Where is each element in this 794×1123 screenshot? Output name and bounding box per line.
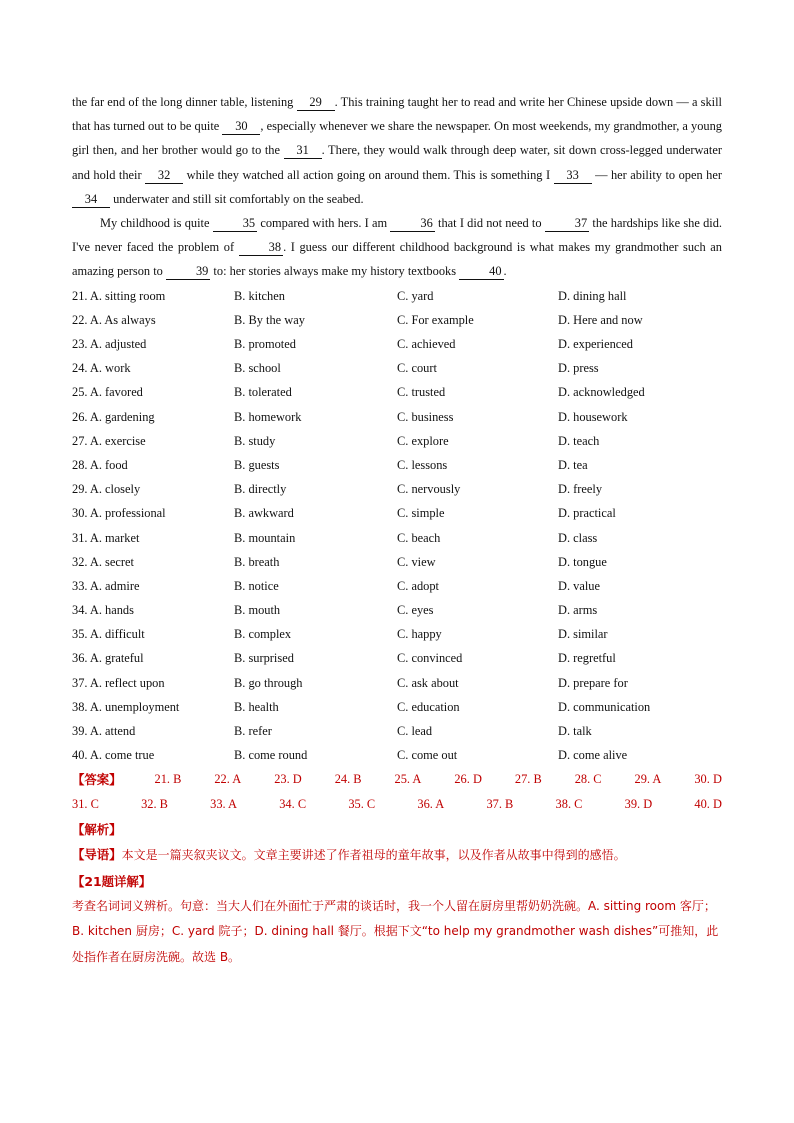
option-choice: 31. A. market	[72, 530, 140, 545]
option-choice: B. notice	[234, 578, 279, 593]
q21-label: 【21题详解】	[72, 873, 152, 889]
guide-text: 本文是一篇夹叙夹议文。文章主要讲述了作者祖母的童年故事，以及作者从故事中得到的感悟。	[121, 848, 626, 863]
blank-40: 40	[459, 264, 503, 280]
option-choice: 40. A. come true	[72, 748, 155, 763]
option-choice: C. nervously	[397, 482, 461, 497]
option-choice: 36. A. grateful	[72, 651, 144, 666]
answer-item: 39. D	[624, 797, 653, 812]
option-choice: B. awkward	[234, 506, 294, 521]
option-choice: B. come round	[234, 748, 308, 763]
option-choice: C. view	[397, 554, 436, 569]
answer-item: 31. C	[72, 797, 99, 812]
option-choice: C. court	[397, 361, 437, 376]
answer-item: 25. A	[394, 772, 422, 787]
passage-paragraph-1	[72, 90, 722, 211]
option-choice: B. kitchen	[234, 288, 285, 303]
passage-text: , especially whenever we share the newspaper. On most weekends, my grandmother, a young girl then, and her brother would go to the	[72, 119, 722, 158]
option-choice: D. talk	[558, 724, 592, 738]
option-choice: C. achieved	[397, 337, 456, 351]
option-row	[72, 598, 722, 622]
option-choice: 26. A. gardening	[72, 409, 155, 424]
option-choice: D. teach	[558, 433, 600, 448]
option-row	[72, 719, 722, 743]
blank-36: 36	[390, 216, 434, 232]
passage-text: the hardships like she did. I've never faced the problem of	[72, 216, 722, 255]
option-choice: C. explore	[397, 433, 449, 448]
option-choice: 28. A. food	[72, 457, 128, 472]
passage-text: . This training taught her to read and write her Chinese upside down — a skill that has turned out to be quite	[72, 95, 723, 134]
option-choice: 30. A. professional	[72, 506, 166, 521]
option-choice: C. business	[397, 409, 454, 424]
blank-34: 34	[72, 192, 110, 208]
passage-text: underwater and still sit comfortably on the seabed.	[110, 191, 364, 206]
option-choice: C. happy	[397, 627, 442, 642]
answer-item: 33. A	[210, 797, 238, 812]
passage-text: — her ability to open her	[591, 167, 722, 182]
option-choice: 27. A. exercise	[72, 433, 146, 448]
blank-38: 38	[239, 240, 283, 256]
option-row	[72, 356, 722, 380]
option-choice: D. regretful	[558, 651, 616, 666]
option-choice: D. press	[558, 361, 599, 376]
option-row	[72, 405, 722, 429]
document-page	[72, 90, 722, 970]
passage-text: My childhood is quite	[100, 216, 213, 231]
option-choice: C. trusted	[397, 385, 446, 400]
option-row	[72, 453, 722, 477]
blank-37: 37	[545, 216, 589, 232]
option-choice: B. directly	[234, 482, 287, 497]
guide-label: 【导语】	[72, 847, 122, 863]
option-row	[72, 743, 722, 767]
q21-text: 考查名词词义辨析。句意：当大人们在外面忙于严肃的谈话时，我一个人留在厨房里帮奶奶洗碗。A. sitting room 客厅；B. kitchen 厨房；C. yard 院子；D. dining hall 餐厅。根据下文“to help my grandmother wash dishes”可推知，此处指作者在厨房洗碗。故选 B。	[72, 898, 719, 964]
answer-item: 24. B	[334, 772, 362, 787]
option-choice: D. practical	[558, 506, 616, 521]
option-choice: D. prepare for	[558, 675, 628, 690]
q21-explanation	[72, 894, 722, 971]
answer-item: 35. C	[348, 797, 376, 812]
option-choice: C. For example	[397, 312, 474, 327]
option-choice: 32. A. secret	[72, 554, 134, 569]
option-choice: 35. A. difficult	[72, 627, 145, 642]
option-row	[72, 380, 722, 404]
option-choice: 29. A. closely	[72, 482, 141, 497]
option-row	[72, 695, 722, 719]
answer-label: 【答案】	[72, 772, 122, 788]
option-choice: 25. A. favored	[72, 385, 143, 400]
option-row	[72, 526, 722, 550]
analysis-label: 【解析】	[72, 822, 122, 838]
option-choice: B. refer	[234, 724, 272, 738]
answer-item: 29. A	[634, 772, 662, 787]
option-row	[72, 574, 722, 598]
passage-text: .	[503, 264, 507, 279]
option-choice: B. promoted	[234, 337, 296, 351]
option-choice: B. tolerated	[234, 385, 292, 400]
option-choice: 33. A. admire	[72, 578, 140, 593]
option-row	[72, 284, 722, 308]
option-choice: B. By the way	[234, 312, 305, 327]
passage-text: while they watched all action going on around them. This is something I	[183, 167, 554, 182]
answer-item: 30. D	[694, 772, 722, 787]
option-choice: C. beach	[397, 530, 441, 545]
passage-text: to: her stories always make my history textbooks	[210, 264, 460, 279]
option-choice: 37. A. reflect upon	[72, 675, 165, 690]
answer-row-2	[72, 792, 722, 817]
option-choice: D. come alive	[558, 748, 628, 763]
option-choice: B. surprised	[234, 651, 294, 666]
blank-32: 32	[145, 168, 183, 184]
option-choice: D. similar	[558, 627, 608, 642]
option-choice: C. adopt	[397, 578, 439, 593]
option-choice: C. lead	[397, 724, 433, 738]
option-choice: B. breath	[234, 554, 280, 569]
options-list	[72, 284, 722, 768]
option-choice: B. mountain	[234, 530, 296, 545]
option-row	[72, 671, 722, 695]
passage-text: . I guess our different childhood background is what makes my grandmother such an amazing person to	[72, 240, 722, 279]
option-row	[72, 477, 722, 501]
answer-item: 28. C	[574, 772, 602, 787]
answer-item: 22. A	[214, 772, 242, 787]
option-choice: D. value	[558, 578, 600, 593]
answer-item: 27. B	[514, 772, 542, 787]
option-choice: D. experienced	[558, 337, 633, 351]
answer-item: 37. B	[486, 797, 514, 812]
blank-31: 31	[284, 143, 322, 159]
option-choice: C. ask about	[397, 675, 459, 690]
blank-35: 35	[213, 216, 257, 232]
option-choice: B. guests	[234, 457, 280, 472]
option-choice: B. health	[234, 699, 279, 714]
answer-item: 32. B	[141, 797, 168, 812]
answer-item: 38. C	[555, 797, 583, 812]
option-choice: B. study	[234, 433, 276, 448]
option-choice: D. arms	[558, 603, 598, 618]
option-row	[72, 332, 722, 356]
option-row	[72, 646, 722, 670]
answer-item: 36. A	[417, 797, 445, 812]
option-choice: 24. A. work	[72, 361, 131, 376]
option-choice: D. Here and now	[558, 312, 643, 327]
option-row	[72, 550, 722, 574]
option-choice: 21. A. sitting room	[72, 288, 166, 303]
option-choice: 23. A. adjusted	[72, 337, 147, 351]
option-row	[72, 429, 722, 453]
answer-item: 23. D	[274, 772, 302, 787]
option-choice: 22. A. As always	[72, 312, 156, 327]
blank-30: 30	[222, 119, 260, 135]
passage-paragraph-2	[72, 211, 722, 284]
answer-item: 40. D	[694, 797, 722, 812]
option-choice: B. complex	[234, 627, 292, 642]
blank-33: 33	[554, 168, 592, 184]
option-choice: B. homework	[234, 409, 302, 424]
option-choice: D. housework	[558, 409, 628, 424]
option-choice: C. eyes	[397, 603, 434, 618]
answer-row-1	[72, 767, 722, 792]
option-choice: C. convinced	[397, 651, 463, 666]
option-choice: C. lessons	[397, 457, 448, 472]
blank-29: 29	[297, 95, 335, 111]
option-row	[72, 308, 722, 332]
option-choice: D. class	[558, 530, 598, 545]
answer-item: 34. C	[279, 797, 307, 812]
option-choice: 34. A. hands	[72, 603, 134, 618]
passage-text: compared with hers. I am	[257, 216, 391, 231]
passage-text: . There, they would walk through deep water, sit down cross-legged underwater and hold their	[72, 143, 722, 182]
option-choice: C. come out	[397, 748, 458, 763]
option-choice: D. freely	[558, 482, 603, 497]
blank-39: 39	[166, 264, 210, 280]
answer-item: 21. B	[154, 772, 182, 787]
q21-heading	[72, 869, 722, 894]
option-choice: 39. A. attend	[72, 724, 136, 738]
option-choice: C. education	[397, 699, 460, 714]
guide-paragraph	[72, 842, 722, 869]
analysis-heading	[72, 817, 722, 842]
passage-text: the far end of the long dinner table, listening	[72, 95, 297, 109]
option-row	[72, 622, 722, 646]
option-choice: C. yard	[397, 288, 434, 303]
option-choice: 38. A. unemployment	[72, 699, 180, 714]
passage-text: that I did not need to	[434, 216, 545, 231]
option-choice: B. school	[234, 361, 281, 376]
option-choice: B. go through	[234, 675, 303, 690]
option-choice: B. mouth	[234, 603, 281, 618]
answer-item: 26. D	[454, 772, 482, 787]
option-choice: D. tongue	[558, 554, 607, 569]
option-choice: C. simple	[397, 506, 445, 521]
option-choice: D. acknowledged	[558, 385, 645, 400]
option-choice: D. communication	[558, 699, 651, 714]
option-choice: D. tea	[558, 457, 588, 472]
option-row	[72, 501, 722, 525]
option-choice: D. dining hall	[558, 288, 627, 303]
